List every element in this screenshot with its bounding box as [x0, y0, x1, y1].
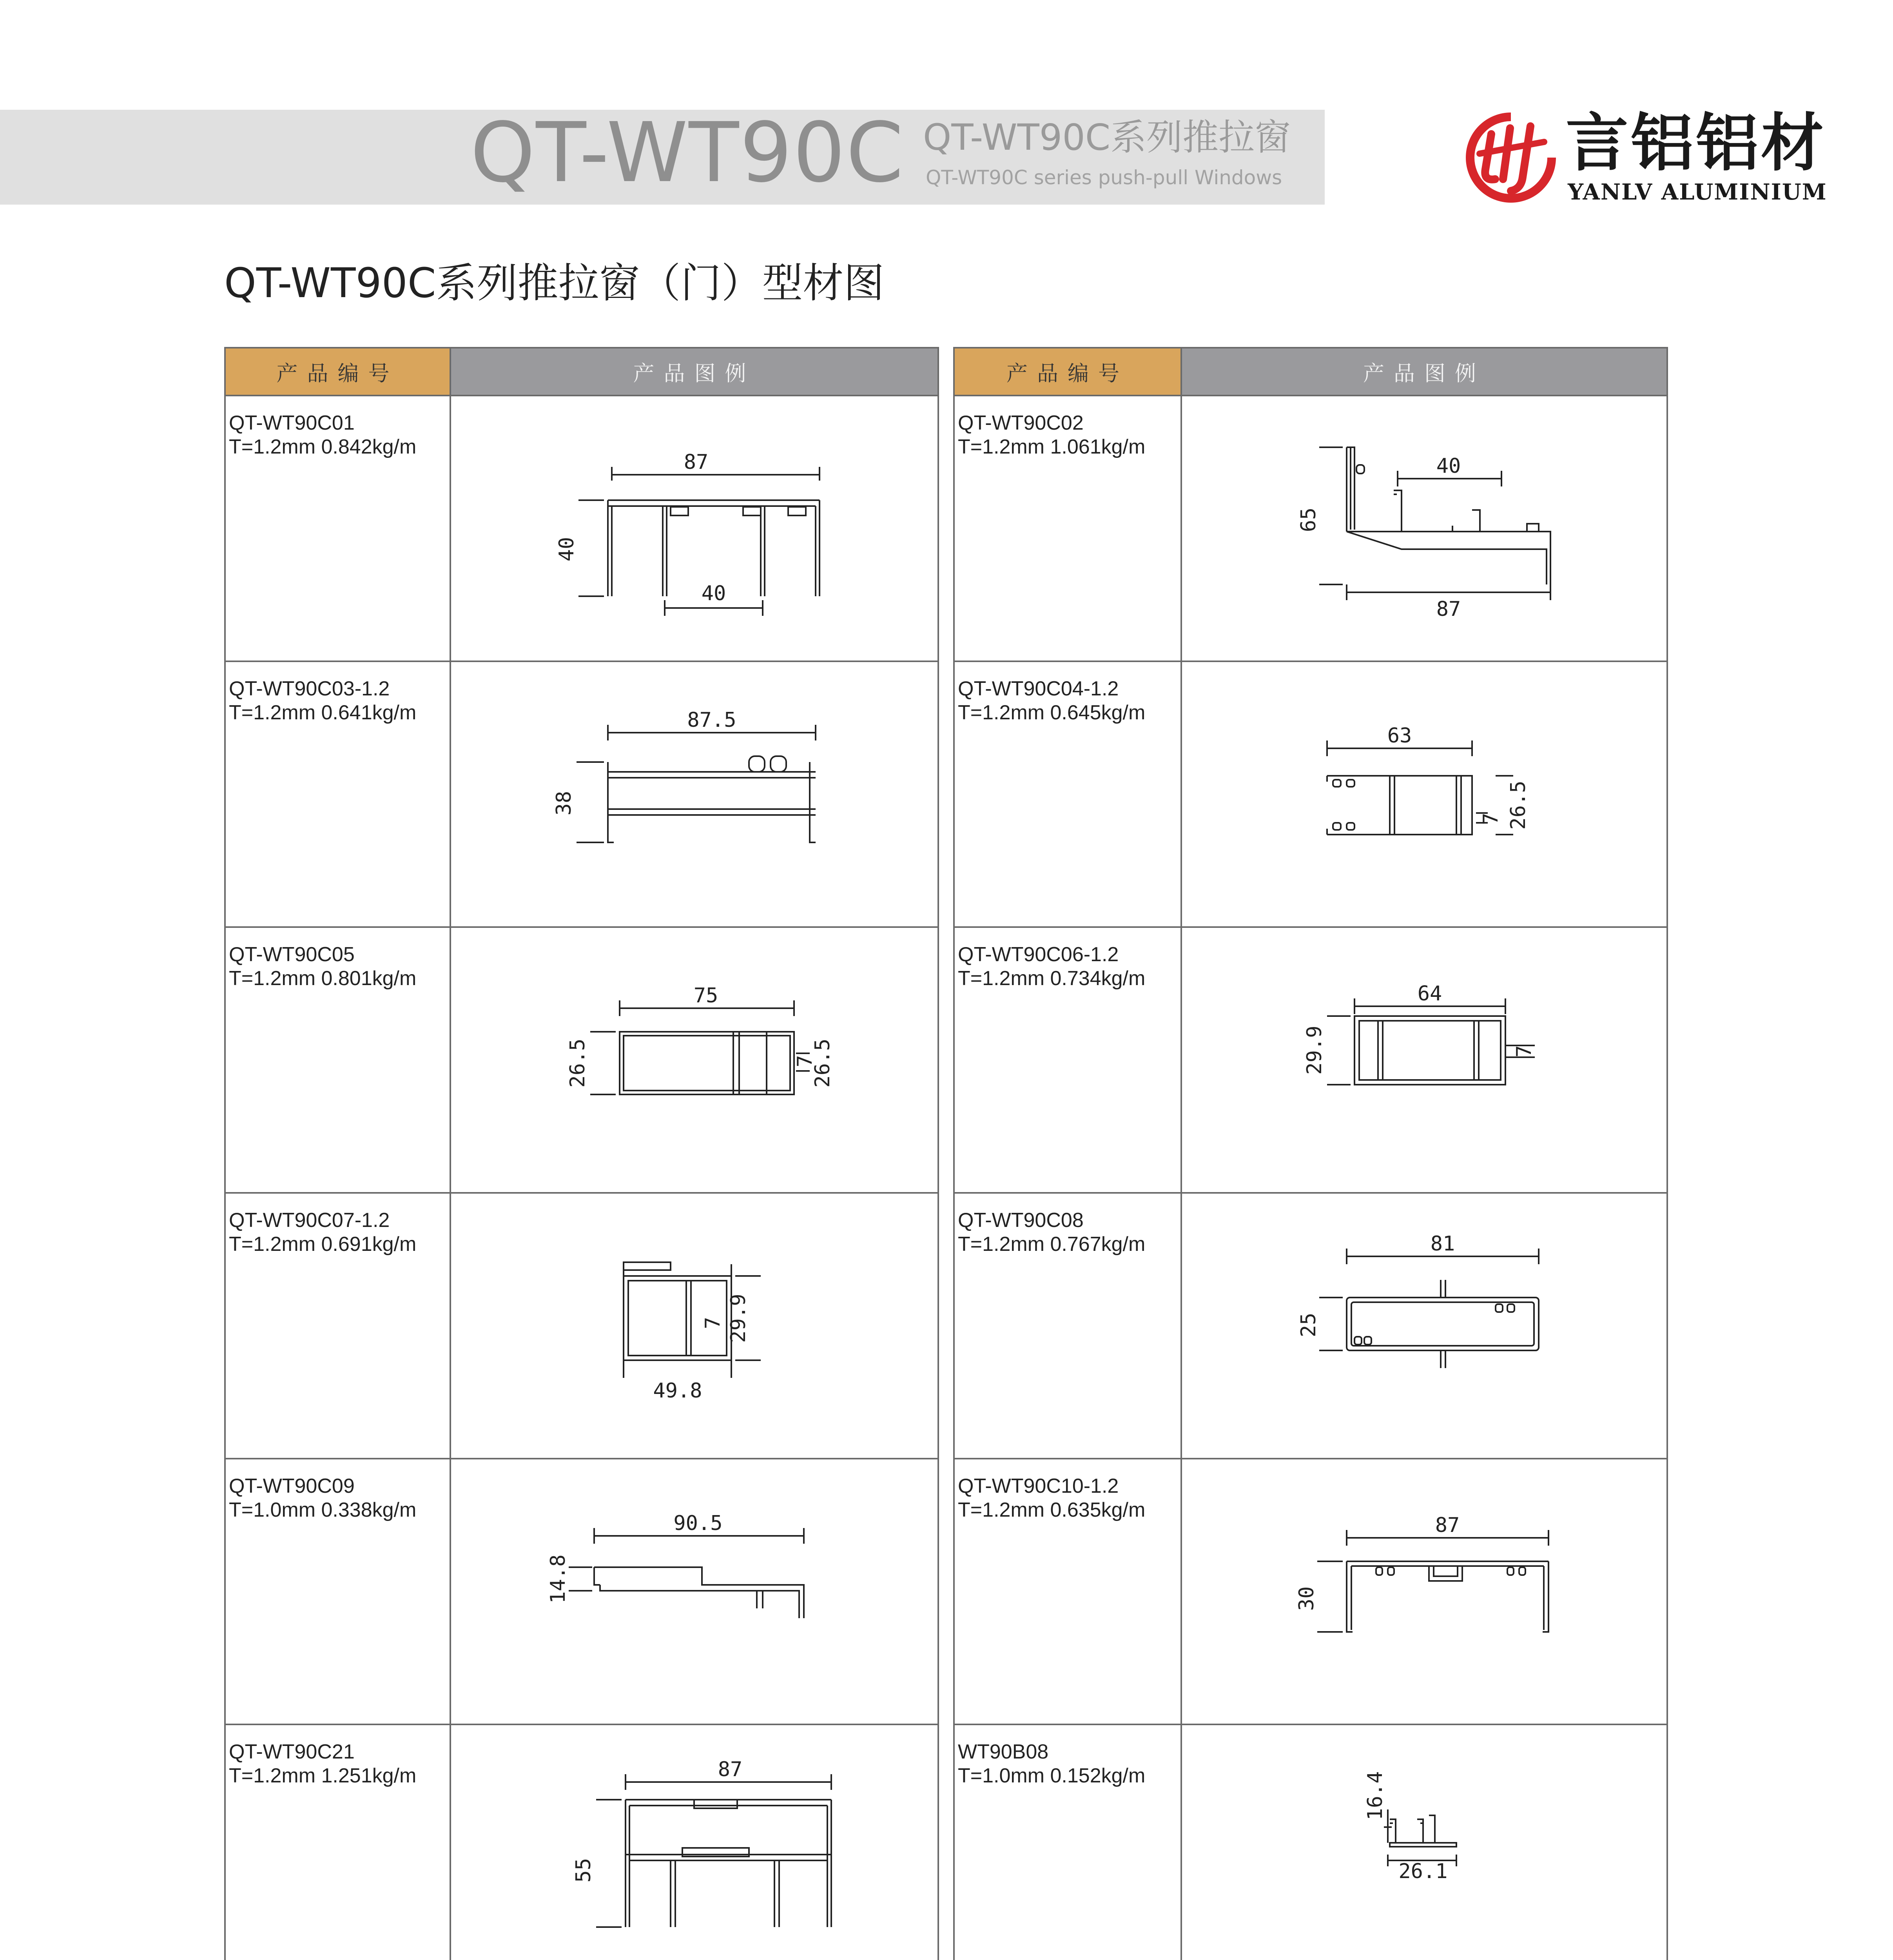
- table-row: [954, 927, 1667, 1193]
- product-code: QT-WT90C09: [229, 1475, 355, 1497]
- product-code-cell: [225, 927, 450, 1193]
- product-code: QT-WT90C03-1.2: [229, 677, 390, 700]
- profile-drawing-cell: [450, 661, 938, 927]
- dim-width: 87: [1435, 1514, 1460, 1537]
- product-code: QT-WT90C10-1.2: [958, 1475, 1119, 1497]
- dim-height: 25: [1297, 1312, 1320, 1338]
- product-spec: T=1.2mm 0.801kg/m: [229, 967, 417, 990]
- product-code: QT-WT90C05: [229, 943, 355, 966]
- dim-height: 29.9: [1303, 1025, 1326, 1075]
- product-code-cell: [225, 661, 450, 927]
- dim-width: 87.5: [687, 708, 736, 732]
- table-row: [225, 661, 938, 927]
- dim-height: 40: [555, 537, 578, 562]
- dim-height: 38: [552, 791, 576, 816]
- product-spec: T=1.2mm 1.061kg/m: [958, 436, 1146, 459]
- profile-drawing-cell: [450, 1193, 938, 1459]
- profile-drawing: [451, 1194, 939, 1443]
- product-code: QT-WT90C02: [958, 412, 1084, 434]
- subtitle-en: QT-WT90C series push-pull Windows: [926, 166, 1282, 189]
- product-spec: T=1.2mm 0.691kg/m: [229, 1233, 417, 1256]
- dim-height: 29.9: [727, 1294, 750, 1343]
- dim-height: 16.4: [1364, 1771, 1387, 1820]
- profile-drawing-cell: [450, 1459, 938, 1724]
- product-code-cell: [225, 1193, 450, 1459]
- product-code-cell: [225, 1724, 450, 1960]
- dim-small: 7: [701, 1317, 725, 1329]
- table-row: [225, 927, 938, 1193]
- profile-drawing: [1182, 928, 1668, 1177]
- product-code-cell: [954, 1459, 1181, 1724]
- dim-inner: 40: [701, 582, 726, 605]
- yanlv-logo-icon: [1464, 111, 1558, 205]
- product-spec: T=1.2mm 0.645kg/m: [958, 701, 1146, 724]
- profile-drawing: [451, 928, 939, 1177]
- dim-inner: 40: [1436, 454, 1461, 478]
- dim-height: 26.5: [566, 1038, 589, 1088]
- table-row: [954, 1193, 1667, 1459]
- dim-height: 30: [1295, 1586, 1318, 1611]
- dim-width: 49.8: [653, 1379, 702, 1403]
- product-code-cell: [954, 396, 1181, 661]
- product-spec: T=1.2mm 0.767kg/m: [958, 1233, 1146, 1256]
- product-spec: T=1.2mm 0.635kg/m: [958, 1499, 1146, 1522]
- profile-drawing: [451, 662, 939, 911]
- product-code: QT-WT90C06-1.2: [958, 943, 1119, 966]
- profile-drawing-cell: [450, 396, 938, 661]
- profile-drawing-cell: [1181, 927, 1667, 1193]
- dim-height: 14.8: [546, 1554, 570, 1604]
- header-code: 产品编号: [225, 348, 450, 396]
- dim-width: 64: [1417, 982, 1442, 1005]
- profile-drawing-cell: [1181, 1724, 1667, 1960]
- product-code: QT-WT90C21: [229, 1740, 355, 1763]
- product-code: QT-WT90C07-1.2: [229, 1209, 390, 1232]
- product-code: WT90B08: [958, 1740, 1049, 1763]
- dim-height: 26.5: [1507, 780, 1530, 830]
- dim-width: 63: [1387, 724, 1412, 748]
- table-row: [225, 1724, 938, 1960]
- dim-width: 81: [1430, 1232, 1455, 1256]
- product-spec: T=1.0mm 0.338kg/m: [229, 1499, 417, 1522]
- model-title: QT-WT90C: [470, 105, 905, 201]
- profile-drawing: [451, 1725, 939, 1960]
- profile-drawing: [451, 396, 939, 646]
- table-row: [225, 396, 938, 661]
- profile-table-right: [953, 347, 1668, 1960]
- dim-width: 26.1: [1398, 1860, 1448, 1883]
- profile-table-left: [224, 347, 939, 1960]
- header-image: 产品图例: [1181, 348, 1667, 396]
- product-code-cell: [225, 396, 450, 661]
- dim-small: 7: [1512, 1045, 1536, 1058]
- dim-height: 65: [1297, 507, 1320, 532]
- product-spec: T=1.2mm 0.641kg/m: [229, 701, 417, 724]
- subtitle-cn: QT-WT90C系列推拉窗: [923, 116, 1291, 158]
- profile-drawing-cell: [1181, 1193, 1667, 1459]
- dim-width: 90.5: [673, 1512, 723, 1535]
- profile-drawing: [1182, 1459, 1668, 1709]
- profile-drawing: [1182, 1725, 1668, 1960]
- profile-drawing: [1182, 1194, 1668, 1443]
- dim-width: 87: [684, 450, 709, 474]
- product-code: QT-WT90C01: [229, 412, 355, 434]
- dim-width: 87: [718, 1758, 743, 1781]
- table-row: [225, 1193, 938, 1459]
- table-row: [954, 1724, 1667, 1960]
- dim-width: 87: [1436, 597, 1461, 621]
- product-spec: T=1.2mm 0.734kg/m: [958, 967, 1146, 990]
- profile-drawing-cell: [1181, 1459, 1667, 1724]
- profile-drawing-cell: [450, 1724, 938, 1960]
- dim-inner-height: 26.5: [811, 1038, 834, 1088]
- product-code: QT-WT90C08: [958, 1209, 1084, 1232]
- table-row: [954, 396, 1667, 661]
- table-row: [954, 1459, 1667, 1724]
- product-code: QT-WT90C04-1.2: [958, 677, 1119, 700]
- product-code-cell: [954, 1193, 1181, 1459]
- table-row: [954, 661, 1667, 927]
- profile-drawing: [451, 1459, 939, 1709]
- dim-small: 7: [793, 1055, 817, 1067]
- product-spec: T=1.2mm 1.251kg/m: [229, 1764, 417, 1788]
- profile-drawing-cell: [450, 927, 938, 1193]
- product-spec: T=1.2mm 0.842kg/m: [229, 436, 417, 459]
- logo-name-en: YANLV ALUMINIUM: [1568, 179, 1827, 205]
- header-image: 产品图例: [450, 348, 938, 396]
- product-spec: T=1.0mm 0.152kg/m: [958, 1764, 1146, 1788]
- product-code-cell: [954, 1724, 1181, 1960]
- product-code-cell: [225, 1459, 450, 1724]
- dim-small: 7: [1479, 813, 1503, 825]
- profile-drawing: [1182, 662, 1668, 911]
- dim-height: 55: [572, 1858, 595, 1883]
- table-row: [225, 1459, 938, 1724]
- profile-drawing-cell: [1181, 396, 1667, 661]
- dim-width: 75: [693, 984, 718, 1007]
- product-code-cell: [954, 661, 1181, 927]
- profile-drawing-cell: [1181, 661, 1667, 927]
- product-code-cell: [954, 927, 1181, 1193]
- profile-drawing: [1182, 396, 1668, 646]
- header-code: 产品编号: [954, 348, 1181, 396]
- logo-name-cn: 言铝铝材: [1566, 106, 1826, 180]
- section-title: QT-WT90C系列推拉窗（门）型材图: [224, 259, 885, 307]
